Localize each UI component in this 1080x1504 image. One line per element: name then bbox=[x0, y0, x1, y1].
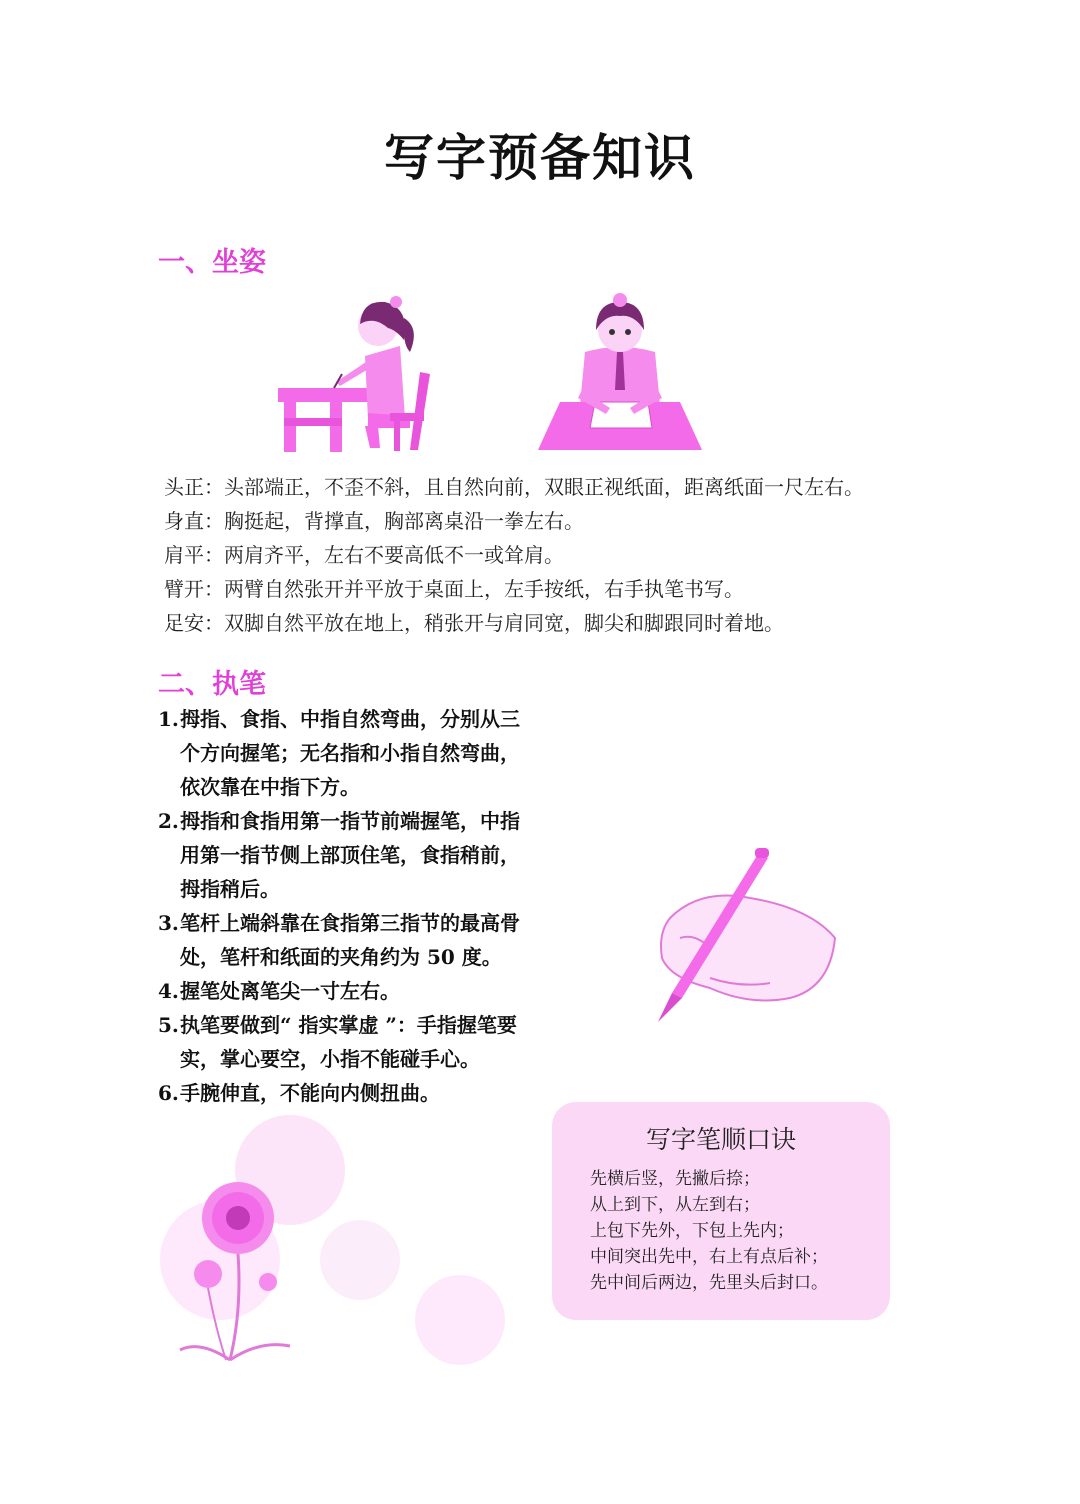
step-text: 依次靠在中指下方。 bbox=[180, 775, 360, 799]
pen-grip-steps bbox=[158, 702, 558, 1110]
step-text: 笔杆上端斜靠在食指第三指节的最高骨 bbox=[180, 911, 520, 935]
step-number: 1. bbox=[158, 707, 179, 731]
posture-rule-feet: 足安：双脚自然平放在地上，稍张开与肩同宽，脚尖和脚跟同时着地。 bbox=[164, 611, 784, 635]
rhyme-line: 上包下先外，下包上先内； bbox=[590, 1221, 794, 1241]
pen-grip-step bbox=[158, 1076, 558, 1110]
step-number: 5. bbox=[158, 1013, 179, 1037]
step-number: 3. bbox=[158, 911, 179, 935]
page-title: 写字预备知识 bbox=[384, 128, 696, 187]
stroke-order-rhyme-box bbox=[552, 1102, 890, 1320]
pen-grip-step bbox=[158, 702, 558, 804]
step-text: 用第一指节侧上部顶住笔，食指稍前， bbox=[180, 843, 520, 867]
pen-grip-step bbox=[158, 1008, 558, 1076]
posture-rules bbox=[164, 470, 944, 640]
step-text: 拇指和食指用第一指节前端握笔，中指 bbox=[180, 809, 520, 833]
step-text: 拇指稍后。 bbox=[180, 877, 280, 901]
pen-grip-step bbox=[158, 906, 558, 974]
posture-rule-body: 身直：胸挺起，背撑直，胸部离桌沿一拳左右。 bbox=[164, 509, 584, 533]
rhyme-line: 中间突出先中，右上有点后补； bbox=[590, 1247, 828, 1267]
posture-rule-head: 头正：头部端正，不歪不斜，且自然向前，双眼正视纸面，距离纸面一尺左右。 bbox=[164, 475, 864, 499]
rhyme-lines bbox=[590, 1166, 880, 1296]
step-number: 4. bbox=[158, 979, 179, 1003]
step-text: 执笔要做到“ 指实掌虚 ”：手指握笔要 bbox=[180, 1013, 517, 1037]
step-number: 6. bbox=[158, 1081, 179, 1105]
step-text: 处，笔杆和纸面的夹角约为 50 度。 bbox=[180, 945, 502, 969]
section-heading-pen-grip: 二、执笔 bbox=[158, 669, 266, 700]
rhyme-line: 从上到下，从左到右； bbox=[590, 1195, 760, 1215]
step-text: 实，掌心要空，小指不能碰手心。 bbox=[180, 1047, 480, 1071]
step-text: 握笔处离笔尖一寸左右。 bbox=[180, 979, 400, 1003]
pen-grip-step bbox=[158, 974, 558, 1008]
rhyme-line: 先横后竖，先撇后捺； bbox=[590, 1169, 760, 1189]
step-text: 拇指、食指、中指自然弯曲，分别从三 bbox=[180, 707, 520, 731]
girl-writing-front-view-illustration bbox=[530, 290, 710, 455]
step-text: 个方向握笔；无名指和小指自然弯曲， bbox=[180, 741, 520, 765]
posture-rule-shoulders: 肩平：两肩齐平，左右不要高低不一或耸肩。 bbox=[164, 543, 564, 567]
rhyme-title: 写字笔顺口诀 bbox=[645, 1125, 796, 1154]
hand-holding-pen-illustration bbox=[640, 838, 850, 1038]
step-text: 手腕伸直，不能向内侧扭曲。 bbox=[180, 1081, 440, 1105]
girl-sitting-side-view-illustration bbox=[270, 288, 450, 458]
pen-grip-step bbox=[158, 804, 558, 906]
rhyme-line: 先中间后两边，先里头后封口。 bbox=[590, 1273, 828, 1293]
section-heading-posture: 一、坐姿 bbox=[158, 247, 266, 278]
posture-rule-arms: 臂开：两臂自然张开并平放于桌面上，左手按纸，右手执笔书写。 bbox=[164, 577, 744, 601]
flower-decoration bbox=[160, 1110, 540, 1380]
step-number: 2. bbox=[158, 809, 179, 833]
